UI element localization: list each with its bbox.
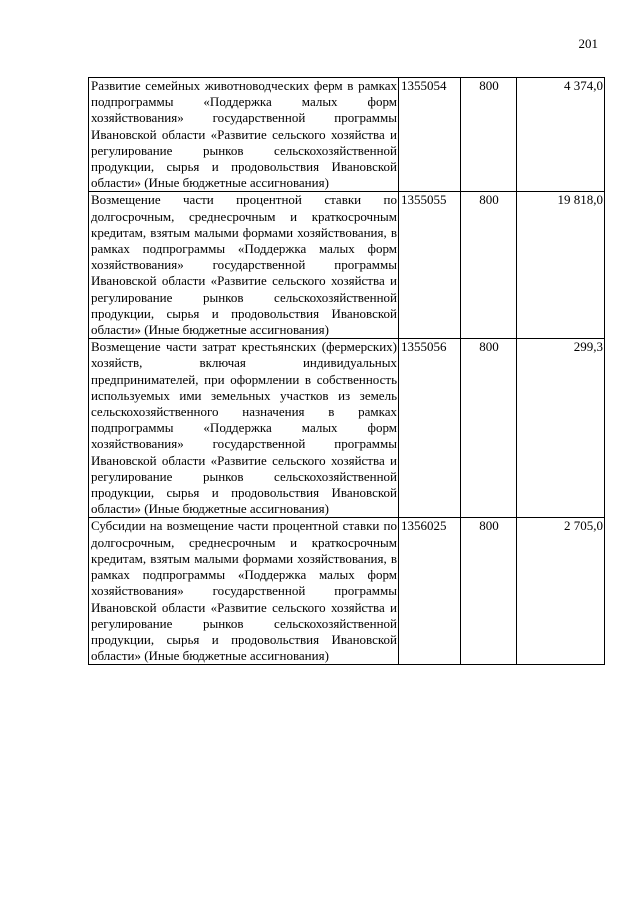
row-target-code: 1355055 (399, 192, 461, 339)
row-amount: 2 705,0 (517, 518, 605, 665)
budget-table (88, 77, 605, 665)
table-row (89, 78, 605, 192)
row-expense-type: 800 (461, 192, 517, 339)
row-description: Развитие семейных животноводческих ферм в рамках подпрограммы «Поддержка малых форм хозяйствования» государственной программы Ивановской области «Развитие сельского хозяйства и регулирование рынков сельскохозяйственной продукции, сырья и продовольствия Ивановской области» (Иные бюджетные ассигнования) (89, 78, 399, 192)
row-target-code: 1355056 (399, 339, 461, 518)
row-target-code: 1355054 (399, 78, 461, 192)
row-description: Субсидии на возмещение части процентной ставки по долгосрочным, среднесрочным и краткосрочным кредитам, взятым малыми формами хозяйствования, в рамках подпрограммы «Поддержка малых форм хозяйствования» государственной программы Ивановской области «Развитие сельского хозяйства и регулирование рынков сельскохозяйственной продукции, сырья и продовольствия Ивановской области» (Иные бюджетные ассигнования) (89, 518, 399, 665)
row-amount: 299,3 (517, 339, 605, 518)
row-expense-type: 800 (461, 339, 517, 518)
table-row (89, 339, 605, 518)
table-row (89, 518, 605, 665)
row-description: Возмещение части затрат крестьянских (фермерских) хозяйств, включая индивидуальных предпринимателей, при оформлении в собственность используемых ими земельных участков из земель сельскохозяйственного назначения в рамках подпрограммы «Поддержка малых форм хозяйствования» государственной программы Ивановской области «Развитие сельского хозяйства и регулирование рынков сельскохозяйственной продукции, сырья и продовольствия Ивановской области» (Иные бюджетные ассигнования) (89, 339, 399, 518)
row-expense-type: 800 (461, 518, 517, 665)
row-amount: 4 374,0 (517, 78, 605, 192)
table-row (89, 192, 605, 339)
row-amount: 19 818,0 (517, 192, 605, 339)
row-target-code: 1356025 (399, 518, 461, 665)
page-number: 201 (578, 36, 598, 51)
row-description: Возмещение части процентной ставки по долгосрочным, среднесрочным и краткосрочным кредитам, взятым малыми формами хозяйствования, в рамках подпрограммы «Поддержка малых форм хозяйствования» государственной программы Ивановской области «Развитие сельского хозяйства и регулирование рынков сельскохозяйственной продукции, сырья и продовольствия Ивановской области» (Иные бюджетные ассигнования) (89, 192, 399, 339)
row-expense-type: 800 (461, 78, 517, 192)
